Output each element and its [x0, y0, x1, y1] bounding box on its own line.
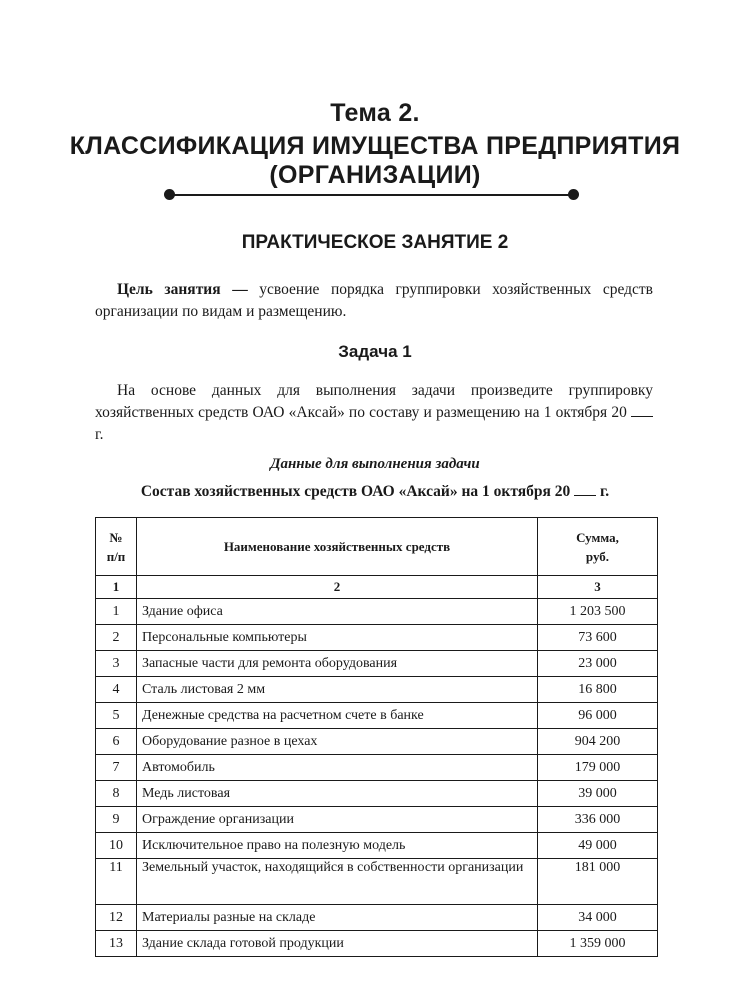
goal-text: усвоение порядка группировки хозяйственных средств организации по видам и размещению.	[95, 281, 653, 320]
table-row	[96, 677, 658, 703]
row-number: 10	[96, 833, 137, 859]
table-row	[96, 651, 658, 677]
row-number: 2	[96, 625, 137, 651]
row-sum: 904 200	[538, 729, 658, 755]
row-name: Медь листовая	[137, 781, 538, 807]
row-name: Персональные компьютеры	[137, 625, 538, 651]
row-sum: 181 000	[538, 859, 658, 905]
topic-title-line2: (ОРГАНИЗАЦИИ)	[269, 161, 481, 189]
row-sum: 49 000	[538, 833, 658, 859]
divider-right-dot	[568, 189, 579, 200]
header-name: Наименование хозяйственных средств	[137, 518, 538, 576]
task-paragraph	[95, 380, 653, 446]
table-row	[96, 755, 658, 781]
table-caption-text: Состав хозяйственных средств ОАО «Аксай» на 1 октября 20	[140, 483, 571, 500]
header-sum-line1: Сумма,	[576, 529, 619, 545]
row-name: Запасные части для ремонта оборудования	[137, 651, 538, 677]
header-sum-line2: руб.	[585, 548, 610, 564]
row-name: Автомобиль	[137, 755, 538, 781]
row-sum: 1 359 000	[538, 931, 658, 957]
table-row	[96, 859, 658, 905]
table-row	[96, 931, 658, 957]
column-number-row	[96, 576, 658, 599]
section-title: ПРАКТИЧЕСКОЕ ЗАНЯТИЕ 2	[241, 232, 509, 253]
row-number: 11	[96, 859, 137, 905]
table-row	[96, 599, 658, 625]
row-name: Оборудование разное в цехах	[137, 729, 538, 755]
row-name: Ограждение организации	[137, 807, 538, 833]
row-name: Сталь листовая 2 мм	[137, 677, 538, 703]
row-name: Здание офиса	[137, 599, 538, 625]
year-blank	[631, 404, 653, 417]
ornament-divider	[170, 194, 574, 196]
row-name: Здание склада готовой продукции	[137, 931, 538, 957]
row-number: 7	[96, 755, 137, 781]
table-row	[96, 833, 658, 859]
table-row	[96, 703, 658, 729]
header-sum	[538, 518, 658, 576]
table-row	[96, 781, 658, 807]
task-title: Задача 1	[338, 342, 412, 361]
header-num-line2: п/п	[106, 548, 126, 564]
row-number: 3	[96, 651, 137, 677]
col-number-2: 2	[137, 576, 538, 599]
row-number: 12	[96, 905, 137, 931]
row-sum: 16 800	[538, 677, 658, 703]
header-num-line1: №	[109, 529, 123, 545]
row-name: Денежные средства на расчетном счете в банке	[137, 703, 538, 729]
table-row	[96, 807, 658, 833]
row-number: 5	[96, 703, 137, 729]
goal-label: Цель занятия —	[117, 281, 248, 298]
row-sum: 34 000	[538, 905, 658, 931]
row-number: 13	[96, 931, 137, 957]
col-number-3: 3	[538, 576, 658, 599]
row-name: Исключительное право на полезную модель	[137, 833, 538, 859]
table-row	[96, 729, 658, 755]
row-number: 8	[96, 781, 137, 807]
caption-year-blank	[574, 483, 596, 496]
row-number: 4	[96, 677, 137, 703]
row-sum: 1 203 500	[538, 599, 658, 625]
row-name: Материалы разные на складе	[137, 905, 538, 931]
topic-title-line1: КЛАССИФИКАЦИЯ ИМУЩЕСТВА ПРЕДПРИЯТИЯ	[69, 132, 681, 160]
table-caption-end: г.	[596, 483, 610, 500]
row-number: 6	[96, 729, 137, 755]
row-number: 1	[96, 599, 137, 625]
row-sum: 96 000	[538, 703, 658, 729]
row-sum: 39 000	[538, 781, 658, 807]
topic-number: Тема 2.	[330, 99, 420, 127]
row-sum: 179 000	[538, 755, 658, 781]
table-row	[96, 625, 658, 651]
table-header-row	[96, 518, 658, 576]
data-caption: Данные для выполнения задачи	[270, 456, 480, 472]
goal-paragraph	[95, 279, 653, 323]
row-sum: 23 000	[538, 651, 658, 677]
row-name: Земельный участок, находящийся в собственности организации	[137, 859, 538, 905]
table-row	[96, 905, 658, 931]
row-number: 9	[96, 807, 137, 833]
table-caption	[0, 483, 750, 501]
task-text: На основе данных для выполнения задачи произведите группировку хозяйственных средств ОАО «Аксай» по составу и размещению на 1 октября 20	[95, 382, 653, 421]
row-sum: 73 600	[538, 625, 658, 651]
assets-table	[95, 517, 658, 957]
col-number-1: 1	[96, 576, 137, 599]
row-sum: 336 000	[538, 807, 658, 833]
task-text-end: г.	[95, 426, 104, 443]
header-num	[96, 518, 137, 576]
